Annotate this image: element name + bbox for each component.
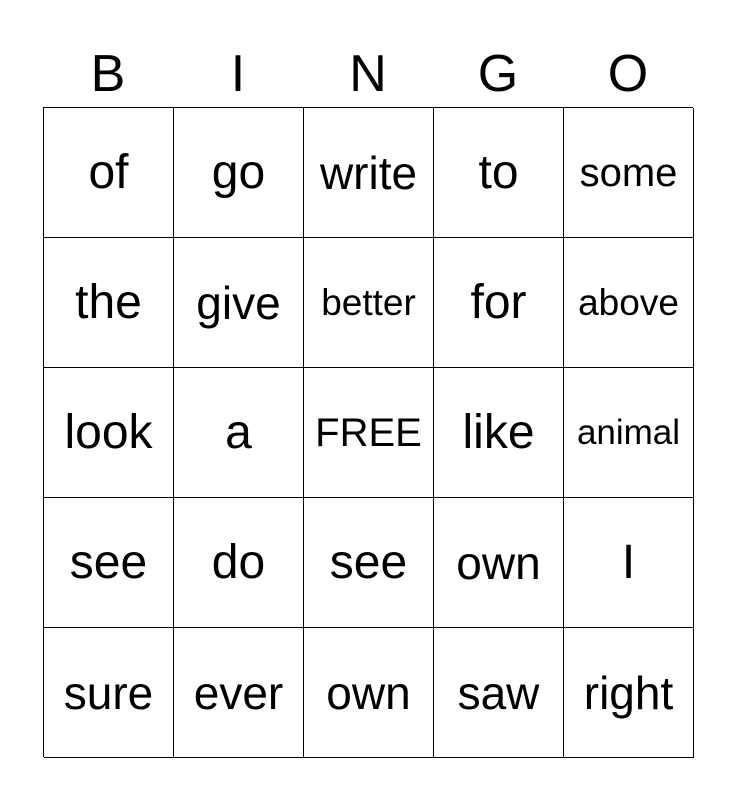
bingo-cell[interactable]: animal — [564, 368, 694, 498]
bingo-cell[interactable]: ever — [174, 628, 304, 758]
bingo-cell[interactable]: a — [174, 368, 304, 498]
bingo-cell[interactable]: give — [174, 238, 304, 368]
bingo-cell[interactable]: do — [174, 498, 304, 628]
bingo-header — [43, 44, 693, 104]
bingo-cell[interactable]: see — [304, 498, 434, 628]
bingo-cell[interactable]: of — [44, 108, 174, 238]
header-letter-b: B — [90, 45, 126, 103]
bingo-cell[interactable]: some — [564, 108, 694, 238]
bingo-cell[interactable]: better — [304, 238, 434, 368]
bingo-cell[interactable]: for — [434, 238, 564, 368]
header-letter-n: N — [349, 45, 387, 103]
free-space-cell[interactable]: FREE — [304, 368, 434, 498]
bingo-cell[interactable]: look — [44, 368, 174, 498]
bingo-cell[interactable]: saw — [434, 628, 564, 758]
bingo-cell[interactable]: go — [174, 108, 304, 238]
bingo-cell[interactable]: above — [564, 238, 694, 368]
bingo-cell[interactable]: sure — [44, 628, 174, 758]
bingo-cell[interactable]: to — [434, 108, 564, 238]
header-letter-g: G — [477, 45, 519, 103]
header-letter-o: O — [607, 45, 649, 103]
bingo-board — [43, 107, 693, 757]
bingo-cell[interactable]: see — [44, 498, 174, 628]
bingo-cell[interactable]: the — [44, 238, 174, 368]
bingo-cell[interactable]: own — [434, 498, 564, 628]
bingo-cell[interactable]: like — [434, 368, 564, 498]
header-letter-i: I — [230, 45, 246, 103]
bingo-cell[interactable]: write — [304, 108, 434, 238]
bingo-cell[interactable]: own — [304, 628, 434, 758]
bingo-cell[interactable]: right — [564, 628, 694, 758]
bingo-cell[interactable]: I — [564, 498, 694, 628]
